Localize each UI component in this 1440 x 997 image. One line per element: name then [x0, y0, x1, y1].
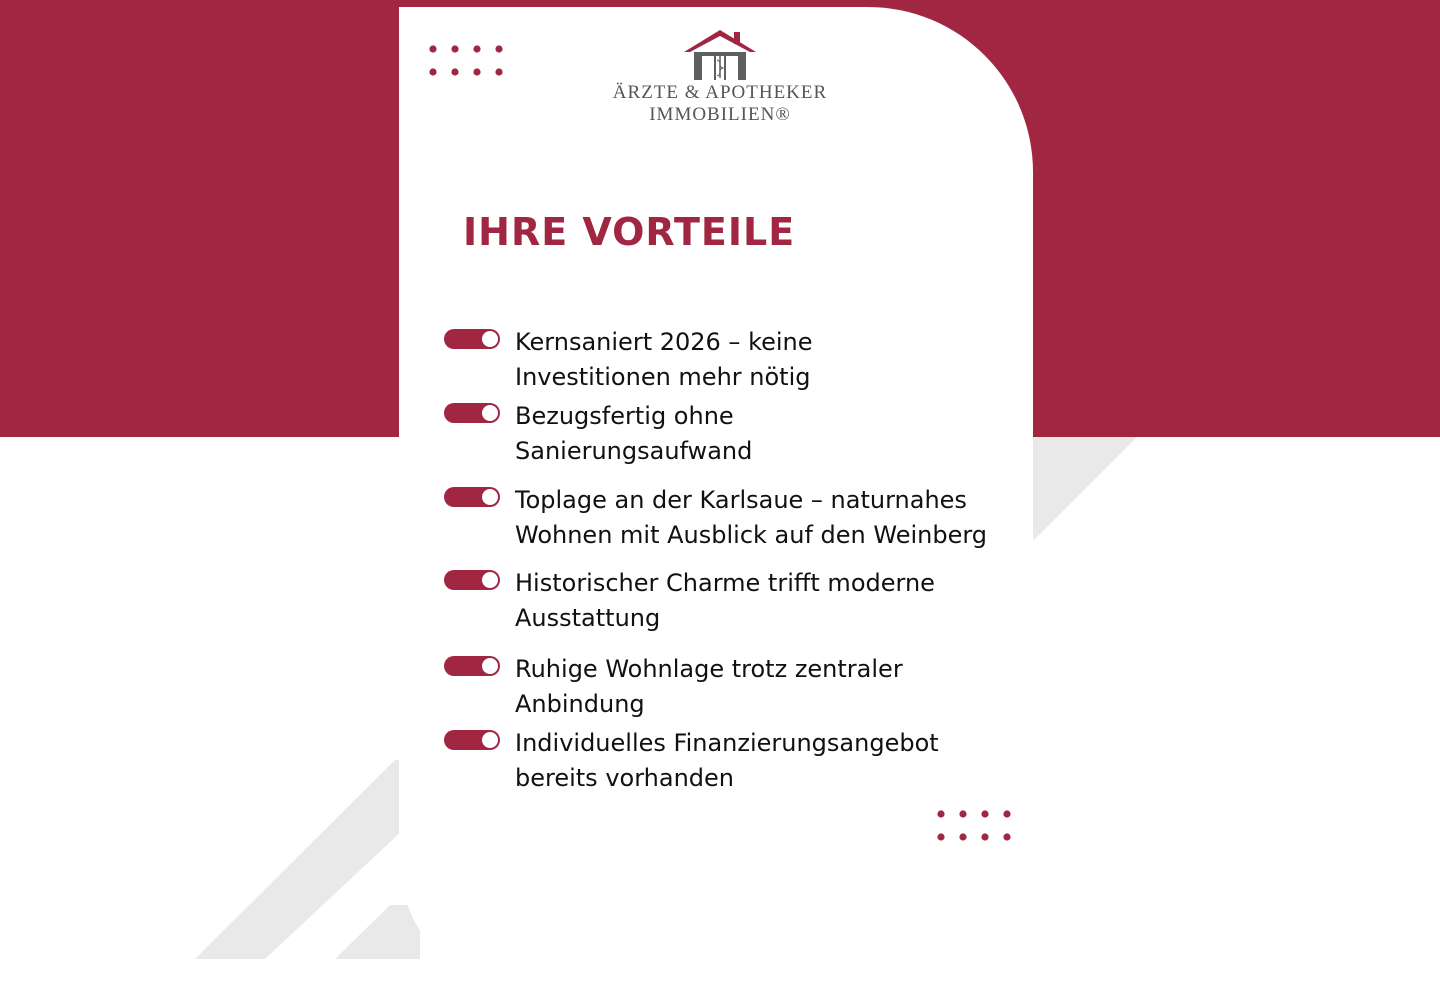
benefit-text	[515, 726, 1035, 796]
benefit-text-line: Anbindung	[515, 690, 645, 718]
benefit-text-line: Toplage an der Karlsaue – naturnahes	[515, 486, 967, 514]
benefit-text-line: Sanierungsaufwand	[515, 437, 753, 465]
toggle-on-icon	[444, 730, 500, 750]
benefit-text	[515, 483, 1035, 553]
benefit-text	[515, 652, 1035, 722]
page-headline: IHRE VORTEILE	[463, 210, 796, 254]
toggle-on-icon	[444, 570, 500, 590]
benefit-text-line: bereits vorhanden	[515, 764, 734, 792]
toggle-on-icon	[444, 329, 500, 349]
benefit-item	[444, 483, 1035, 553]
benefit-item	[444, 726, 1035, 796]
benefit-text-line: Bezugsfertig ohne	[515, 402, 734, 430]
benefit-item	[444, 325, 1035, 395]
benefit-item	[444, 399, 1035, 469]
benefit-text	[515, 399, 1035, 469]
benefit-text-line: Ruhige Wohnlage trotz zentraler	[515, 655, 903, 683]
benefit-text-line: Historischer Charme trifft moderne	[515, 569, 935, 597]
decorative-dots-bottom-right	[937, 809, 1017, 845]
toggle-on-icon	[444, 487, 500, 507]
toggle-on-icon	[444, 656, 500, 676]
logo-text-line-2: IMMOBILIEN®	[649, 104, 791, 125]
benefit-item	[444, 566, 1035, 636]
house-caduceus-icon	[680, 26, 760, 82]
benefit-text	[515, 566, 1035, 636]
benefit-text	[515, 325, 1035, 395]
benefit-text-line: Kernsaniert 2026 – keine	[515, 328, 813, 356]
benefit-text-line: Ausstattung	[515, 604, 661, 632]
logo-text-line-1: ÄRZTE & APOTHEKER	[612, 82, 828, 103]
benefit-text-line: Wohnen mit Ausblick auf den Weinberg	[515, 521, 988, 549]
decorative-dots-top-left	[429, 44, 509, 80]
benefit-text-line: Investitionen mehr nötig	[515, 363, 811, 391]
toggle-on-icon	[444, 403, 500, 423]
benefit-text-line: Individuelles Finanzierungsangebot	[515, 729, 939, 757]
company-logo	[600, 26, 840, 126]
benefit-item	[444, 652, 1035, 722]
